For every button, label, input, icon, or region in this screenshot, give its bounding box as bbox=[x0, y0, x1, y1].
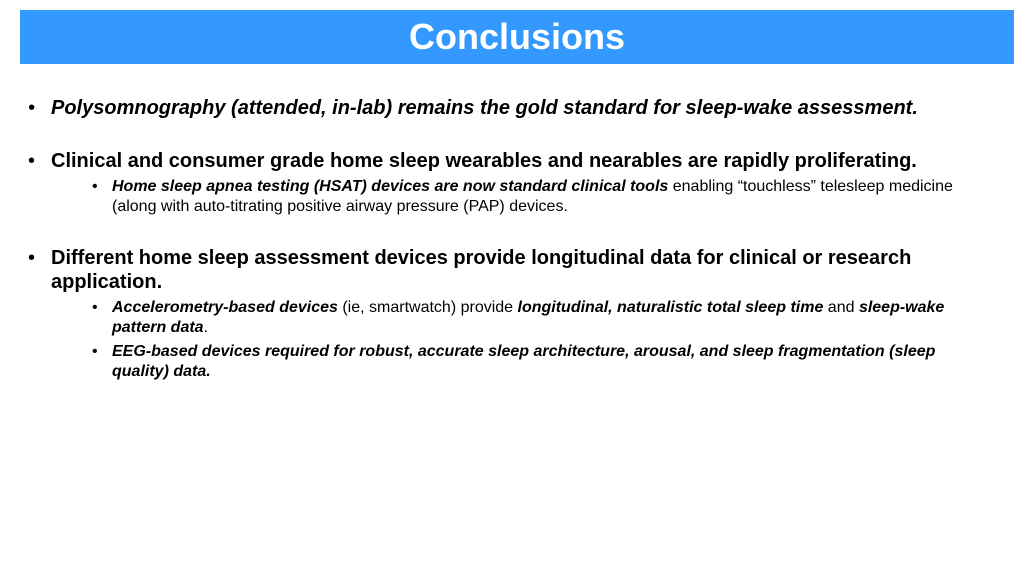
sub-bullet-accelerometry bbox=[51, 298, 988, 338]
sub-bullet-text: enabling “touchless” telesleep medicine (along with auto-titrating positive airway pressure (PAP) devices. bbox=[112, 178, 953, 215]
sub-list bbox=[51, 177, 988, 217]
bullet-text: Clinical and consumer grade home sleep wearables and nearables are rapidly proliferating. bbox=[51, 150, 917, 172]
sub-bullet-text: (ie, smartwatch) provide bbox=[337, 299, 518, 316]
sub-bullet-text: and bbox=[823, 299, 859, 316]
bullet-polysomnography bbox=[28, 96, 988, 120]
bullet-longitudinal-data bbox=[28, 246, 988, 382]
bullet-dot-icon: • bbox=[28, 97, 36, 119]
sub-bullet-emphasis: sleep-wake pattern data bbox=[112, 299, 945, 336]
title-bar bbox=[20, 10, 1014, 64]
bullet-text: Different home sleep assessment devices provide longitudinal data for clinical or research application. bbox=[51, 247, 912, 293]
bullet-dot-icon: • bbox=[28, 150, 36, 172]
bullet-dot-icon: • bbox=[28, 247, 36, 269]
sub-bullet-emphasis: EEG-based devices required for robust, accurate sleep architecture, arousal, and sleep fragmentation (sleep quality) data. bbox=[112, 343, 936, 380]
sub-bullet-emphasis: Accelerometry-based devices bbox=[112, 299, 338, 316]
sub-list bbox=[51, 298, 988, 382]
sub-bullet-hsat bbox=[51, 177, 988, 217]
sub-bullet-dot-icon: • bbox=[92, 178, 98, 195]
sub-bullet-text: . bbox=[203, 319, 209, 336]
sub-bullet-emphasis: longitudinal, naturalistic total sleep time bbox=[517, 299, 824, 316]
sub-bullet-dot-icon: • bbox=[92, 299, 98, 316]
bullet-text: Polysomnography (attended, in-lab) remains the gold standard for sleep-wake assessment. bbox=[51, 97, 918, 119]
bullet-home-wearables bbox=[28, 149, 988, 217]
slide-body bbox=[28, 96, 988, 386]
sub-bullet-emphasis: Home sleep apnea testing (HSAT) devices are now standard clinical tools bbox=[112, 178, 669, 195]
sub-bullet-dot-icon: • bbox=[92, 343, 98, 360]
slide-title: Conclusions bbox=[408, 16, 626, 57]
sub-bullet-eeg bbox=[51, 342, 988, 382]
